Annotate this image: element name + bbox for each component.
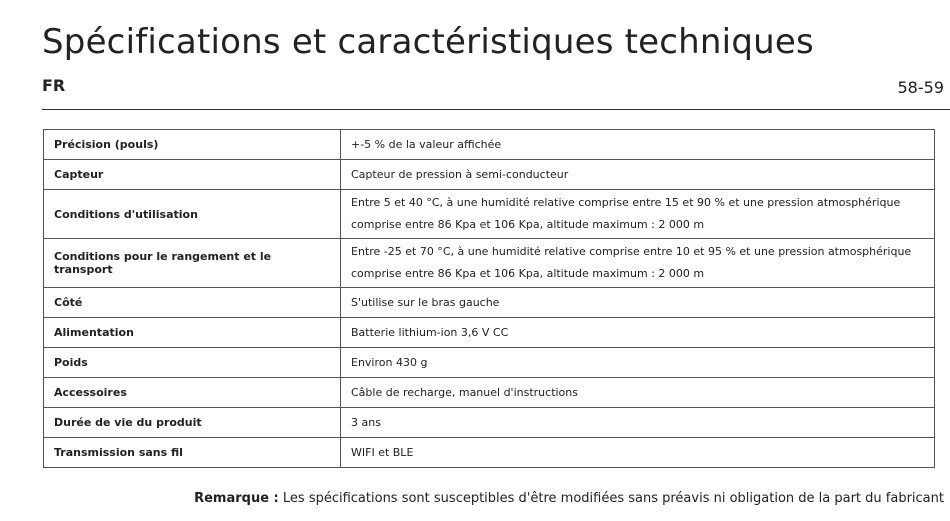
spec-value: Entre -25 et 70 °C, à une humidité relative comprise entre 10 et 95 % et une pression atmosphérique comprise entre 86 Kpa et 106 Kpa, altitude maximum : 2 000 m [341,239,935,288]
remark-note [194,491,944,506]
spec-value: S'utilise sur le bras gauche [341,288,935,318]
table-row [44,318,935,348]
table-row [44,348,935,378]
spec-value: 3 ans [341,408,935,438]
spec-label: Capteur [44,160,341,190]
table-row [44,190,935,239]
spec-label: Accessoires [44,378,341,408]
header-divider [42,109,950,110]
spec-label: Transmission sans fil [44,438,341,468]
spec-label: Poids [44,348,341,378]
spec-label: Conditions pour le rangement et le transport [44,239,341,288]
table-row [44,160,935,190]
remark-text: Les spécifications sont susceptibles d'être modifiées sans préavis ni obligation de la part du fabricant [278,491,944,506]
spec-value: Environ 430 g [341,348,935,378]
page-number: 58-59 [897,78,944,97]
table-row [44,378,935,408]
spec-value: +-5 % de la valeur affichée [341,130,935,160]
language-label: FR [42,76,66,95]
spec-value: Batterie lithium-ion 3,6 V CC [341,318,935,348]
spec-value: WIFI et BLE [341,438,935,468]
spec-label: Précision (pouls) [44,130,341,160]
table-row [44,438,935,468]
spec-label: Alimentation [44,318,341,348]
spec-value: Entre 5 et 40 °C, à une humidité relative comprise entre 15 et 90 % et une pression atmosphérique comprise entre 86 Kpa et 106 Kpa, altitude maximum : 2 000 m [341,190,935,239]
table-row [44,408,935,438]
remark-prefix: Remarque : [194,491,279,506]
specifications-table [43,129,935,468]
spec-label: Côté [44,288,341,318]
spec-label: Conditions d'utilisation [44,190,341,239]
table-row [44,130,935,160]
table-row [44,239,935,288]
spec-value: Câble de recharge, manuel d'instructions [341,378,935,408]
spec-label: Durée de vie du produit [44,408,341,438]
spec-value: Capteur de pression à semi-conducteur [341,160,935,190]
page-title: Spécifications et caractéristiques techniques [42,22,814,62]
table-row [44,288,935,318]
